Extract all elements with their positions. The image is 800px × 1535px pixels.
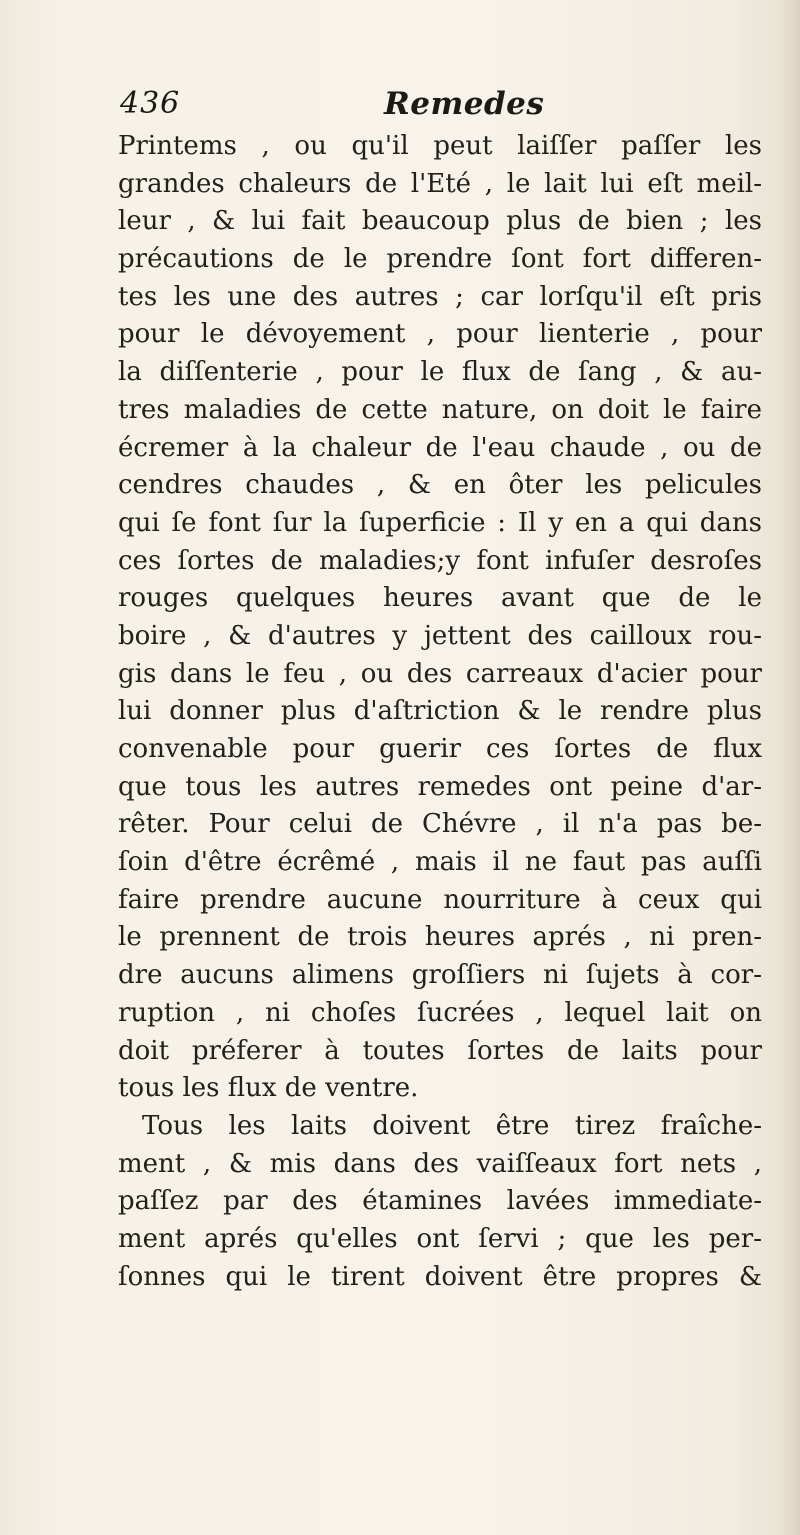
text-line: paſſez par des étamines lavées immediate-	[118, 1186, 762, 1217]
text-line: précautions de le prendre ſont fort differen-	[118, 244, 762, 275]
page-edge-shadow	[782, 0, 800, 1535]
text-line: le prennent de trois heures aprés , ni pren-	[118, 922, 762, 953]
body-text	[118, 128, 762, 1296]
text-line: pour le dévoyement , pour lienterie , pour	[118, 319, 762, 350]
text-line: convenable pour guerir ces ſortes de flux	[118, 734, 762, 764]
text-line: boire , & d'autres y jettent des cailloux rou-	[118, 620, 762, 651]
paragraph-2	[118, 1108, 762, 1296]
text-line: leur , & lui fait beaucoup plus de bien ; les	[118, 206, 762, 237]
text-line: Printems , ou qu'il peut laiſſer paſſer les	[118, 131, 762, 161]
text-line: tres maladies de cette nature, on doit le faire	[118, 394, 762, 425]
text-line: ment , & mis dans des vaiſſeaux fort nets ,	[118, 1148, 762, 1179]
text-line: tes les une des autres ; car lorſqu'il eſt pris	[118, 281, 762, 312]
text-line: lui donner plus d'aſtriction & le rendre plus	[118, 696, 762, 727]
text-line: que tous les autres remedes ont peine d'ar-	[118, 771, 762, 802]
page-number: 436	[120, 86, 181, 121]
text-line: rêter. Pour celui de Chévre , il n'a pas be-	[118, 809, 762, 840]
text-line: grandes chaleurs de l'Eté , le lait lui eſt meil-	[118, 168, 762, 199]
text-line: ſonnes qui le tirent doivent être propres &	[118, 1261, 762, 1292]
text-line: dre aucuns alimens groſſiers ni ſujets à cor-	[118, 960, 762, 991]
text-line: Tous les laits doivent être tirez fraîche-	[142, 1110, 762, 1141]
text-line: ment aprés qu'elles ont ſervi ; que les per-	[118, 1223, 762, 1254]
page-header	[120, 86, 740, 130]
text-line: ruption , ni choſes ſucrées , lequel lait on	[118, 997, 762, 1028]
text-line: la diſſenterie , pour le flux de ſang , & au-	[118, 357, 762, 388]
text-line: ces ſortes de maladies;y font infuſer desroſes	[118, 545, 762, 576]
text-line: rouges quelques heures avant que de le	[118, 583, 762, 614]
text-line: faire prendre aucune nourriture à ceux qui	[118, 884, 762, 915]
text-line: ſoin d'être écrêmé , mais il ne faut pas auſſi	[118, 847, 762, 878]
text-line: tous les flux de ventre.	[118, 1073, 419, 1104]
text-line: doit préferer à toutes ſortes de laits pour	[118, 1035, 762, 1066]
text-line: qui ſe font ſur la ſuperficie : Il y en a qui dans	[118, 507, 762, 538]
text-line: écremer à la chaleur de l'eau chaude , ou de	[118, 432, 762, 463]
text-line: cendres chaudes , & en ôter les pelicules	[118, 470, 762, 501]
running-head: Remedes	[384, 86, 545, 122]
paragraph-1	[118, 128, 762, 1108]
text-line: gis dans le feu , ou des carreaux d'acier pour	[118, 658, 762, 689]
